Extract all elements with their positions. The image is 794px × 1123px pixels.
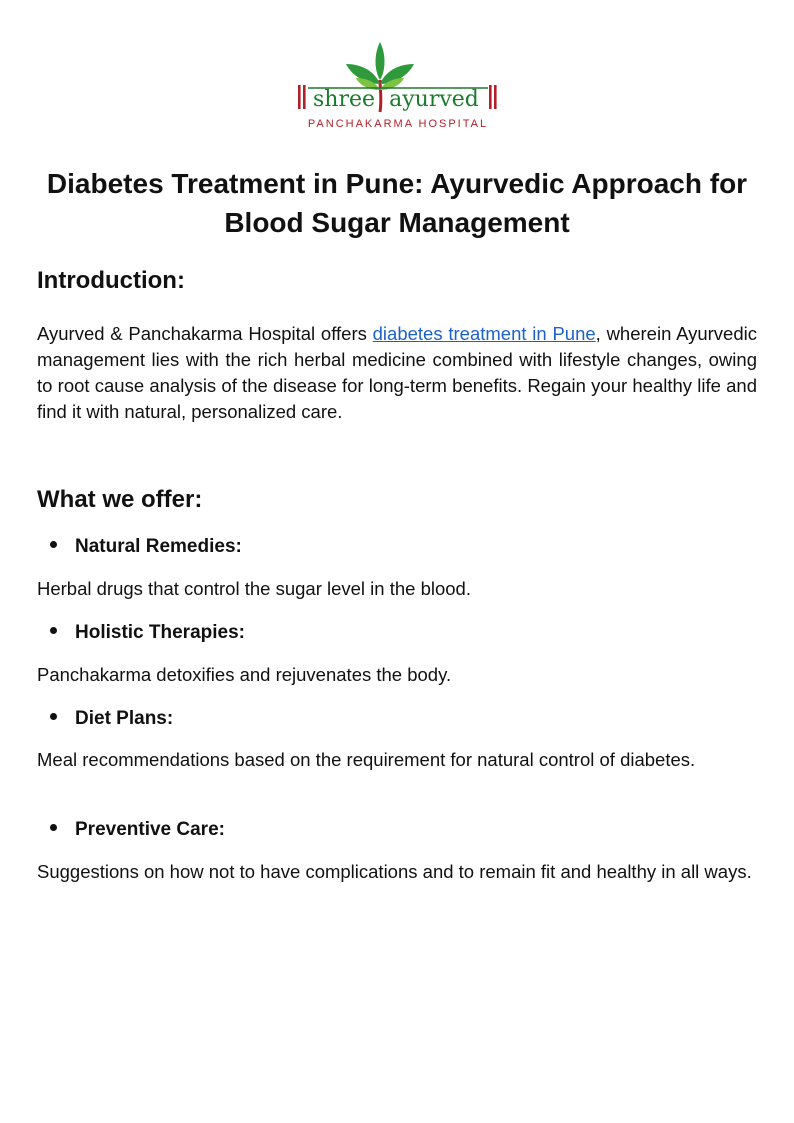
logo-graphic xyxy=(296,40,500,132)
intro-heading: Introduction: xyxy=(37,267,185,294)
list-item-description: Herbal drugs that control the sugar level in the blood. xyxy=(37,578,471,599)
bullet-icon xyxy=(50,713,57,720)
list-item xyxy=(37,817,757,843)
logo-brand-left: shree xyxy=(312,87,376,112)
list-item-title: Diet Plans: xyxy=(75,708,174,729)
logo-bar xyxy=(489,85,492,109)
bullet-icon xyxy=(50,824,57,831)
bullet-icon xyxy=(50,541,57,548)
list-item xyxy=(37,620,757,646)
list-item-title: Natural Remedies: xyxy=(75,536,242,557)
intro-text-before-link: Ayurved & Panchakarma Hospital offers xyxy=(37,323,373,344)
list-item-description: Panchakarma detoxifies and rejuvenates the body. xyxy=(37,664,452,685)
logo-bar xyxy=(303,85,306,109)
list-item xyxy=(37,706,757,732)
list-item-title: Holistic Therapies: xyxy=(75,622,245,643)
logo-bar xyxy=(298,85,301,109)
list-item-title: Preventive Care: xyxy=(75,819,225,840)
list-item-description: Meal recommendations based on the requirement for natural control of diabetes. xyxy=(37,749,696,770)
logo-stem xyxy=(380,80,381,112)
leaf-icon xyxy=(376,42,385,80)
intro-paragraph xyxy=(37,321,757,425)
diabetes-treatment-link[interactable]: diabetes treatment in Pune xyxy=(372,323,596,344)
hospital-logo xyxy=(296,40,500,132)
logo-tagline: PANCHAKARMA HOSPITAL xyxy=(307,118,489,130)
intro-text-after-link: , wherein Ayurvedic management lies with the rich herbal medicine combined with lifestyle changes, owing to root cause analysis of the disease for long-term benefits. Regain your healthy life and find it with natural, personalized care. xyxy=(37,323,757,422)
offer-heading: What we offer: xyxy=(37,486,203,513)
list-item xyxy=(37,534,757,560)
bullet-icon xyxy=(50,627,57,634)
logo-brand-right: ayurved xyxy=(389,87,479,112)
page-title: Diabetes Treatment in Pune: Ayurvedic Approach for Blood Sugar Management xyxy=(46,168,748,238)
logo-bar xyxy=(494,85,497,109)
list-item-description: Suggestions on how not to have complications and to remain fit and healthy in all ways. xyxy=(37,861,752,882)
